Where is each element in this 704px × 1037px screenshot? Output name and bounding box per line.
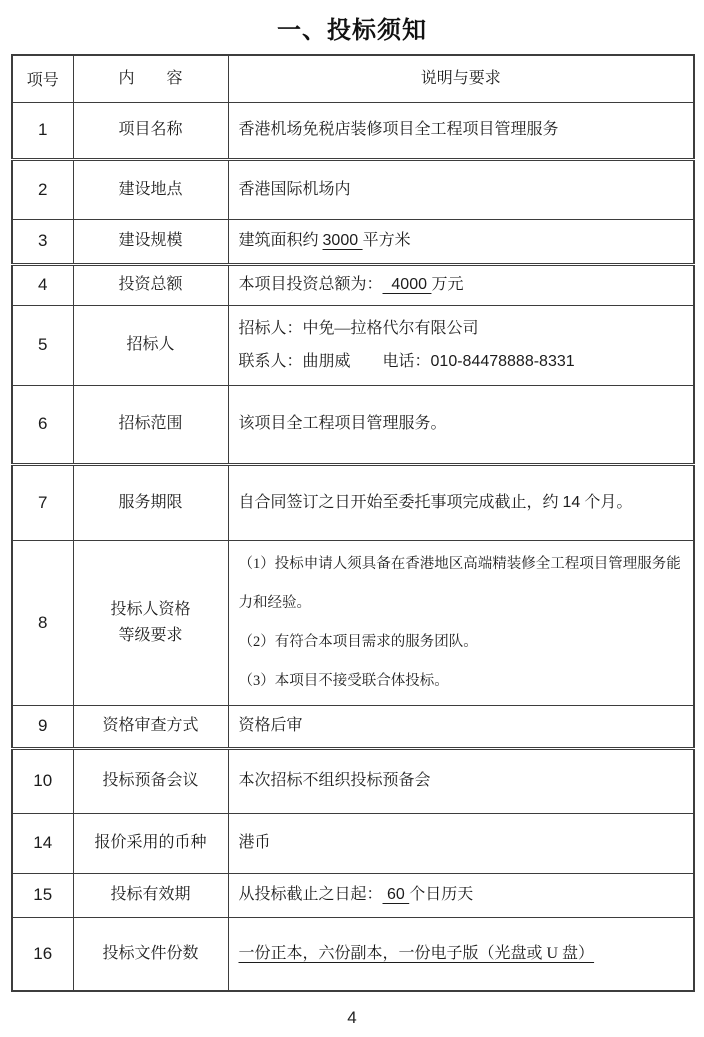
- item-label: 投标文件份数: [73, 917, 228, 991]
- item-description: [228, 219, 694, 264]
- item-number: 8: [12, 540, 73, 705]
- item-description: [228, 385, 694, 464]
- item-description: [228, 705, 694, 748]
- item-label: 报价采用的币种: [73, 813, 228, 873]
- item-label: 建设地点: [73, 159, 228, 219]
- table-row: [12, 873, 694, 917]
- qualification-item-2: （2）有符合本项目需求的服务团队。: [238, 633, 478, 650]
- filled-value: 4000: [382, 276, 432, 293]
- description-text: 从投标截止之日起：: [238, 886, 383, 903]
- item-number: 4: [12, 264, 73, 305]
- contact-line: [239, 345, 682, 378]
- description-text: 个月。: [580, 493, 633, 511]
- item-description: [228, 464, 694, 540]
- table-row: [12, 917, 694, 991]
- table-row: [12, 813, 694, 873]
- table-row: [12, 159, 694, 219]
- description-text: 本项目投资总额为：: [238, 276, 383, 293]
- table-row: [12, 705, 694, 748]
- description-text: 万元: [431, 276, 464, 293]
- item-label: 服务期限: [73, 464, 228, 540]
- table-row: [12, 102, 694, 159]
- item-number: 5: [12, 305, 73, 385]
- item-description: [228, 264, 694, 305]
- page-title: 一、投标须知: [277, 17, 427, 44]
- item-label: 资格审查方式: [73, 705, 228, 748]
- item-number: 7: [12, 464, 73, 540]
- description-text: 本次招标不组织投标预备会: [238, 772, 431, 789]
- phone-number: 010-84478888-8331: [430, 353, 575, 370]
- page-number: 4: [347, 1008, 357, 1027]
- item-number: 1: [12, 102, 73, 159]
- item-label-line1: 投标人资格: [110, 600, 191, 618]
- item-label: 投资总额: [73, 264, 228, 305]
- description-text-underlined: 一份正本，六份副本，一份电子版（光盘或 U 盘）: [238, 944, 595, 962]
- item-description: [228, 748, 694, 813]
- header-item-no: 项号: [12, 55, 73, 102]
- description-text: 建筑面积约: [238, 232, 323, 249]
- item-number: 3: [12, 219, 73, 264]
- table-row: [12, 748, 694, 813]
- item-description: [228, 159, 694, 219]
- filled-value: 60: [382, 886, 410, 903]
- item-label: 项目名称: [73, 102, 228, 159]
- description-text: 该项目全工程项目管理服务。: [238, 415, 447, 432]
- item-description: [228, 102, 694, 159]
- item-description: [228, 305, 694, 385]
- item-description: [228, 873, 694, 917]
- tenderer-line: 招标人：中免—拉格代尔有限公司: [238, 320, 479, 337]
- item-description: [228, 917, 694, 991]
- description-text: 港币: [238, 834, 271, 851]
- header-content: 内 容: [73, 55, 228, 102]
- table-row: [12, 464, 694, 540]
- item-number: 6: [12, 385, 73, 464]
- item-number: 16: [12, 917, 73, 991]
- table-row: [12, 385, 694, 464]
- item-number: 9: [12, 705, 73, 748]
- item-description: [228, 813, 694, 873]
- contact-text: 联系人：曲朋威 电话：: [238, 353, 431, 370]
- item-label: 招标人: [73, 305, 228, 385]
- description-text: 平方米: [362, 232, 411, 249]
- table-row: [12, 264, 694, 305]
- item-number: 14: [12, 813, 73, 873]
- description-text: 自合同签订之日开始至委托事项完成截止，约: [238, 493, 563, 511]
- description-text: 香港国际机场内: [238, 180, 351, 198]
- item-number: 10: [12, 748, 73, 813]
- qualification-item-1: （1）投标申请人须具备在香港地区高端精装修全工程项目管理服务能力和经验。: [238, 555, 681, 611]
- item-label-line2: 等级要求: [118, 626, 183, 644]
- item-number: 2: [12, 159, 73, 219]
- table-row: [12, 540, 694, 705]
- table-row: [12, 305, 694, 385]
- header-description: 说明与要求: [228, 55, 694, 102]
- item-label: [73, 540, 228, 705]
- table-header-row: [12, 55, 694, 102]
- description-text: 个日历天: [409, 886, 474, 903]
- item-label: 投标有效期: [73, 873, 228, 917]
- qualification-item-3: （3）本项目不接受联合体投标。: [238, 672, 449, 689]
- duration-value: 14: [562, 493, 581, 511]
- item-label: 建设规模: [73, 219, 228, 264]
- item-number: 15: [12, 873, 73, 917]
- item-description: [228, 540, 694, 705]
- description-text: 资格后审: [238, 717, 303, 734]
- description-text: 香港机场免税店装修项目全工程项目管理服务: [238, 121, 559, 138]
- filled-value: 3000: [322, 232, 363, 249]
- bid-instructions-table: [11, 54, 695, 992]
- item-label: 投标预备会议: [73, 748, 228, 813]
- item-label: 招标范围: [73, 385, 228, 464]
- table-row: [12, 219, 694, 264]
